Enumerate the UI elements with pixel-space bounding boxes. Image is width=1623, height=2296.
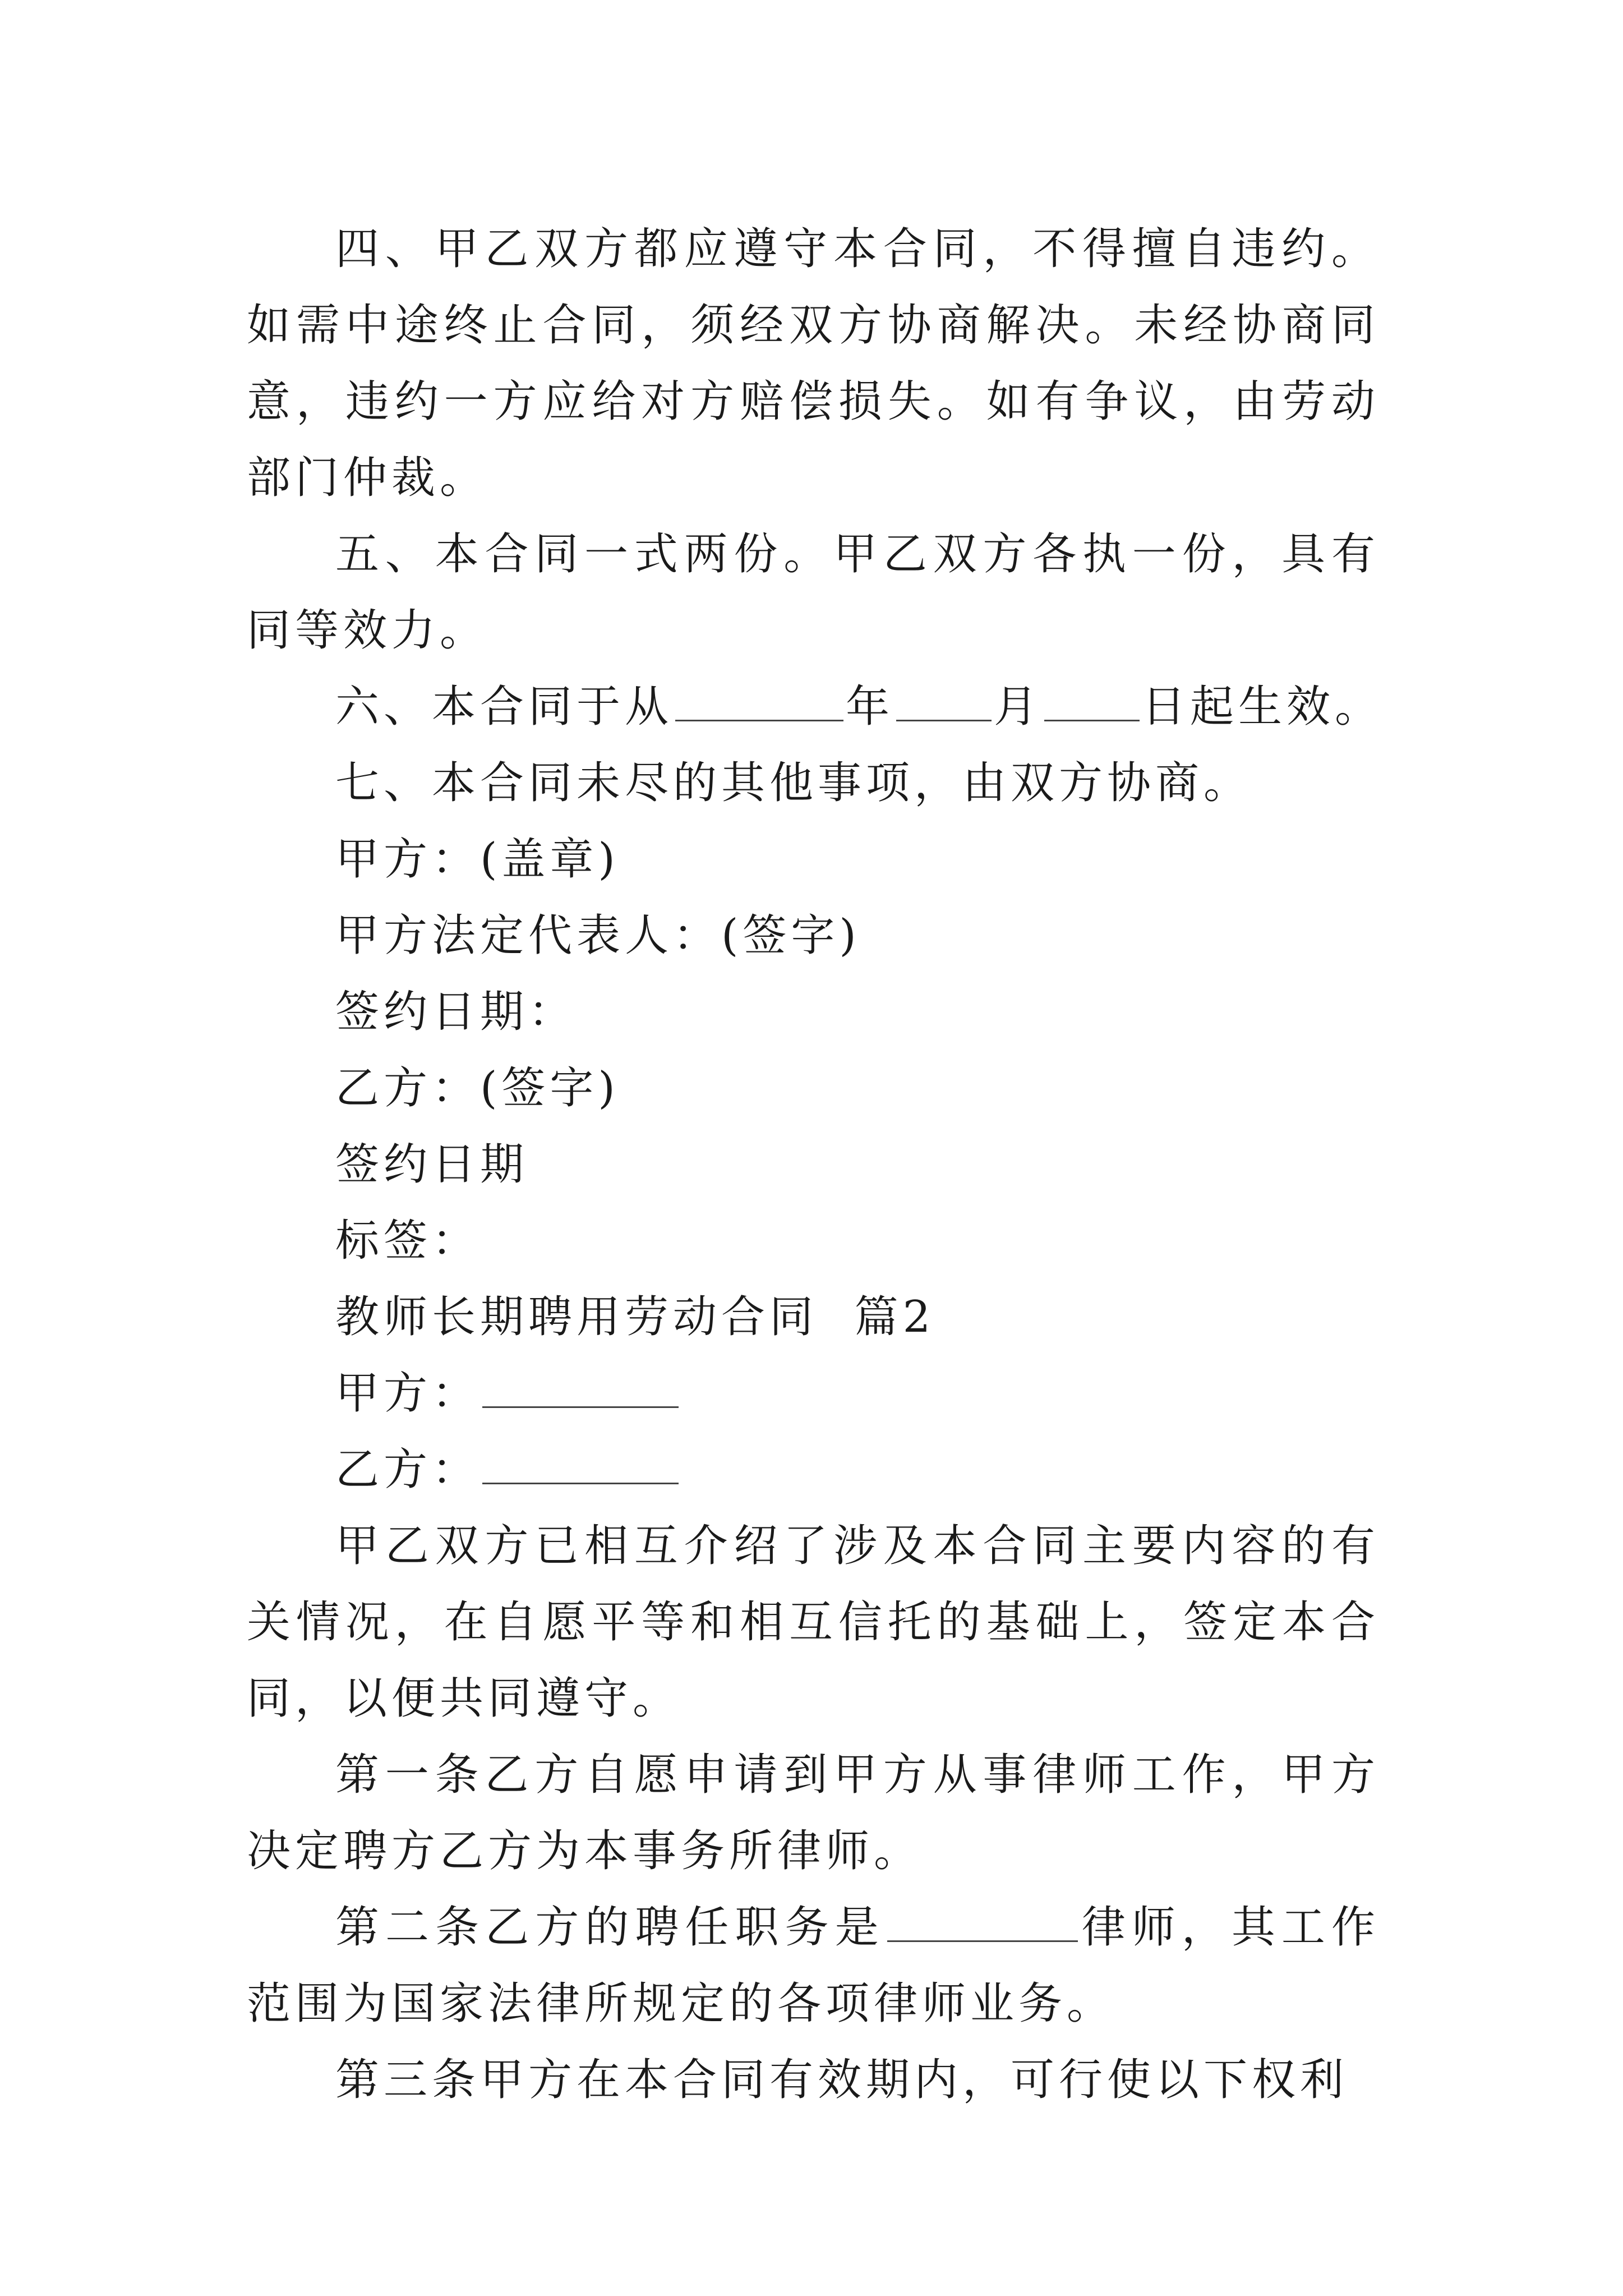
article-2-suffix: 律师，其工作范围为国家法律所规定的各项律师业务。	[247, 1902, 1380, 2029]
year-blank	[675, 680, 843, 721]
party-b-line	[247, 1432, 1380, 1508]
year-label: 年	[846, 682, 895, 732]
clause-7: 七、本合同未尽的其他事项，由双方协商。	[335, 758, 1252, 808]
article-1: 第一条乙方自愿申请到甲方从事律师工作，甲方决定聘方乙方为本事务所律师。	[247, 1750, 1380, 1876]
article-3: 第三条甲方在本合同有效期内，可行使以下权利	[335, 2055, 1349, 2105]
sign-date-2: 签约日期	[335, 1139, 529, 1190]
party-a-blank	[482, 1367, 679, 1408]
party-b-blank	[482, 1443, 679, 1484]
clause-4: 四、甲乙双方都应遵守本合同，不得擅自违约。如需中途终止合同，须经双方协商解决。未经协商同意，违约一方应给对方赔偿损失。如有争议，由劳动部门仲裁。	[247, 224, 1380, 503]
clause-5: 五、本合同一式两份。甲乙双方各执一份，具有同等效力。	[247, 529, 1380, 656]
document-body	[247, 211, 1384, 2118]
party-b-signature: 乙方：(签字)	[335, 1063, 620, 1114]
intro-paragraph: 甲乙双方已相互介绍了涉及本合同主要内容的有关情况，在自愿平等和相互信托的基础上，签定本合同，以便共同遵守。	[247, 1521, 1380, 1724]
party-a-line	[247, 1355, 1380, 1432]
section-title: 教师长期聘用劳动合同 篇2	[335, 1292, 935, 1342]
clause-6-suffix: 日起生效。	[1142, 682, 1384, 732]
party-a-representative: 甲方法定代表人：(签字)	[335, 910, 861, 961]
position-blank	[887, 1901, 1078, 1942]
day-blank	[1044, 680, 1140, 721]
party-a-label: 甲方：	[335, 1368, 481, 1419]
party-a-seal: 甲方：(盖章)	[335, 834, 620, 885]
tags-label: 标签：	[335, 1216, 481, 1266]
month-blank	[896, 680, 992, 721]
clause-6	[247, 669, 1384, 745]
party-b-label: 乙方：	[335, 1444, 481, 1495]
article-2-prefix: 第二条乙方的聘任职务是	[335, 1902, 885, 1953]
article-2	[247, 1889, 1380, 2042]
clause-6-prefix: 六、本合同于从	[335, 682, 674, 732]
sign-date-1: 签约日期：	[335, 987, 577, 1037]
month-label: 月	[994, 682, 1043, 732]
